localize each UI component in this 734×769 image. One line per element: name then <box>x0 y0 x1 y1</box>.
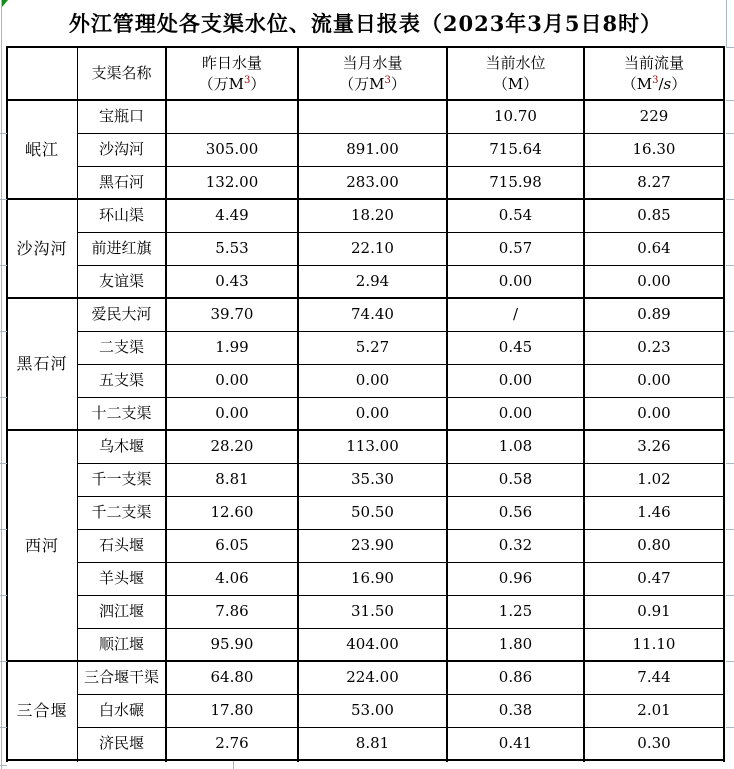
row-border <box>77 694 724 695</box>
value-cell[interactable]: 8.81 <box>215 470 249 488</box>
table-border-vertical <box>6 47 8 762</box>
table-border-horizontal <box>6 99 725 101</box>
channel-name-cell[interactable]: 前进红旗 <box>91 239 152 257</box>
value-cell[interactable] <box>166 100 298 133</box>
value-cell[interactable]: 1.99 <box>215 338 249 356</box>
group-cell[interactable]: 三合堰 <box>16 701 68 720</box>
value-cell[interactable]: 0.86 <box>498 668 533 686</box>
row-border <box>77 331 724 332</box>
value-cell[interactable]: 0.43 <box>215 272 249 290</box>
channel-name-cell[interactable]: 爱民大河 <box>91 305 152 323</box>
value-cell[interactable]: 1.80 <box>498 635 533 653</box>
value-cell[interactable]: 16.30 <box>632 140 676 158</box>
header-label: 支渠名称 <box>91 64 152 82</box>
value-cell[interactable]: 28.20 <box>210 437 254 455</box>
excel-gridline <box>0 661 7 662</box>
value-cell[interactable]: 0.85 <box>637 206 671 224</box>
channel-name-cell[interactable]: 十二支渠 <box>91 404 152 422</box>
value-cell[interactable]: 3.26 <box>637 437 671 455</box>
row-border <box>77 529 724 530</box>
value-cell[interactable]: 1.02 <box>637 470 671 488</box>
header-label: 昨日水量 <box>201 53 262 72</box>
value-cell[interactable]: 35.30 <box>351 470 394 488</box>
row-border <box>77 595 724 596</box>
channel-name-cell[interactable]: 千二支渠 <box>91 503 152 521</box>
channel-name-cell[interactable]: 泗江堰 <box>98 602 144 620</box>
excel-gridline <box>0 529 7 530</box>
value-cell[interactable]: 18.20 <box>351 206 394 224</box>
excel-gridline <box>726 47 734 48</box>
value-cell[interactable]: 0.47 <box>637 569 671 587</box>
value-cell[interactable]: 283.00 <box>346 173 399 191</box>
channel-name-cell[interactable]: 环山渠 <box>98 206 144 224</box>
value-cell[interactable]: 4.06 <box>215 569 249 587</box>
value-cell[interactable]: 0.00 <box>215 371 249 389</box>
header-current-flow[interactable] <box>584 47 724 100</box>
value-cell[interactable]: 715.98 <box>489 173 542 191</box>
row-border <box>77 463 724 464</box>
value-cell[interactable]: 305.00 <box>205 140 259 158</box>
value-cell[interactable]: 113.00 <box>346 437 399 455</box>
value-cell[interactable]: 0.00 <box>355 371 390 389</box>
header-label: 当前流量 <box>623 53 684 72</box>
excel-gridline <box>0 331 7 332</box>
value-cell[interactable]: 0.00 <box>215 404 249 422</box>
row-border <box>77 166 724 167</box>
excel-gridline-left <box>1 0 2 769</box>
value-cell[interactable]: 95.90 <box>210 635 254 653</box>
value-cell[interactable]: 229 <box>639 107 669 125</box>
table-border-vertical <box>446 47 448 762</box>
header-label: 当月水量 <box>342 53 403 72</box>
value-cell[interactable]: 132.00 <box>205 173 259 191</box>
channel-name-cell[interactable]: 友谊渠 <box>98 272 144 290</box>
value-cell[interactable]: 715.64 <box>489 140 542 158</box>
excel-gridline <box>726 133 734 134</box>
table-border-vertical <box>723 47 725 762</box>
value-cell[interactable]: / <box>512 305 519 323</box>
excel-gridline <box>0 199 7 200</box>
header-channel-name[interactable] <box>77 47 166 100</box>
table-border-horizontal <box>6 198 725 200</box>
value-cell[interactable]: 0.58 <box>498 470 533 488</box>
row-border <box>77 727 724 728</box>
header-label: 当前水位 <box>485 53 546 72</box>
row-border <box>77 364 724 365</box>
value-cell[interactable]: 0.45 <box>498 338 533 356</box>
value-cell[interactable]: 0.00 <box>498 404 533 422</box>
header-unit: （M） <box>492 74 539 93</box>
value-cell[interactable] <box>298 100 447 133</box>
value-cell[interactable]: 64.80 <box>210 668 254 686</box>
excel-gridline <box>726 331 734 332</box>
channel-name-cell[interactable]: 石头堰 <box>98 536 144 554</box>
value-cell[interactable]: 7.86 <box>215 602 249 620</box>
value-cell[interactable]: 0.23 <box>637 338 671 356</box>
value-cell[interactable]: 23.90 <box>351 536 394 554</box>
channel-name-cell[interactable]: 五支渠 <box>98 371 144 389</box>
value-cell[interactable]: 0.00 <box>637 371 671 389</box>
value-cell[interactable]: 0.64 <box>637 239 671 257</box>
excel-gridline <box>0 463 7 464</box>
row-border <box>77 562 724 563</box>
excel-gridline <box>726 661 734 662</box>
value-cell[interactable]: 39.70 <box>210 305 254 323</box>
value-cell[interactable]: 11.10 <box>632 635 676 653</box>
value-cell[interactable]: 17.80 <box>210 701 254 719</box>
table-border-horizontal <box>6 429 725 431</box>
channel-name-cell[interactable]: 顺江堰 <box>98 635 144 653</box>
value-cell[interactable]: 0.56 <box>498 503 533 521</box>
row-border <box>77 628 724 629</box>
value-cell[interactable]: 50.50 <box>351 503 394 521</box>
value-cell[interactable]: 8.81 <box>355 734 390 752</box>
excel-gridline <box>0 133 7 134</box>
value-cell[interactable]: 2.94 <box>355 272 390 290</box>
header-unit: （万$M^3$） <box>198 74 266 93</box>
row-border <box>77 496 724 497</box>
excel-gridline <box>726 397 734 398</box>
excel-gridline <box>726 265 734 266</box>
table-title[interactable]: 外江管理处各支渠水位、流量日报表（2023年3月5日8时） <box>68 11 663 36</box>
value-cell[interactable]: 0.89 <box>637 305 671 323</box>
channel-name-cell[interactable]: 千一支渠 <box>91 470 152 488</box>
value-cell[interactable]: 5.53 <box>215 239 249 257</box>
excel-gridline <box>726 463 734 464</box>
row-border <box>77 265 724 266</box>
value-cell[interactable]: 404.00 <box>346 635 399 653</box>
value-cell[interactable]: 0.57 <box>498 239 533 257</box>
group-cell[interactable]: 西河 <box>24 536 59 555</box>
excel-gridline <box>0 727 7 728</box>
value-cell[interactable]: 10.70 <box>494 107 537 125</box>
value-cell[interactable]: 1.25 <box>498 602 533 620</box>
channel-name-cell[interactable]: 羊头堰 <box>98 569 144 587</box>
header-month-volume[interactable] <box>298 47 447 100</box>
value-cell[interactable]: 0.41 <box>498 734 533 752</box>
header-unit: $(M^3/s)$ <box>621 74 687 93</box>
value-cell[interactable]: 1.46 <box>637 503 671 521</box>
header-unit: （万$M^3$） <box>339 74 406 93</box>
row-border <box>77 133 724 134</box>
value-cell[interactable]: 22.10 <box>351 239 394 257</box>
value-cell[interactable]: 2.76 <box>215 734 249 752</box>
group-cell[interactable]: 岷江 <box>24 140 59 159</box>
value-cell[interactable]: 31.50 <box>351 602 394 620</box>
value-cell[interactable]: 16.90 <box>351 569 394 587</box>
value-cell[interactable]: 0.00 <box>498 371 533 389</box>
row-border <box>77 232 724 233</box>
excel-gridline <box>0 397 7 398</box>
header-current-level[interactable] <box>447 47 584 100</box>
value-cell[interactable]: 891.00 <box>346 140 399 158</box>
table-border-vertical <box>77 47 78 762</box>
value-cell[interactable]: 12.60 <box>210 503 254 521</box>
channel-name-cell[interactable]: 宝瓶口 <box>98 107 144 125</box>
excel-gridline <box>726 100 734 101</box>
header-yesterday-volume[interactable] <box>166 47 298 100</box>
channel-name-cell[interactable]: 三合堰干渠 <box>83 668 159 686</box>
value-cell[interactable]: 74.40 <box>351 305 394 323</box>
channel-name-cell[interactable]: 乌木堰 <box>98 437 144 455</box>
table-border-horizontal <box>6 46 725 48</box>
excel-gridline <box>0 595 7 596</box>
value-cell[interactable]: 0.32 <box>498 536 533 554</box>
table-border-vertical <box>297 47 299 762</box>
value-cell[interactable]: 0.00 <box>637 404 671 422</box>
excel-gridline <box>0 765 7 766</box>
value-cell[interactable]: 0.91 <box>637 602 671 620</box>
channel-name-cell[interactable]: 白水碾 <box>98 701 144 719</box>
value-cell[interactable]: 0.00 <box>355 404 390 422</box>
value-cell[interactable]: 8.27 <box>637 173 671 191</box>
excel-gridline <box>726 199 734 200</box>
value-cell[interactable]: 0.80 <box>637 536 671 554</box>
excel-gridline <box>726 595 734 596</box>
channel-name-cell[interactable]: 济民堰 <box>98 734 144 752</box>
value-cell[interactable]: 7.44 <box>637 668 671 686</box>
channel-name-cell[interactable]: 黑石河 <box>98 173 144 191</box>
value-cell[interactable]: 6.05 <box>215 536 249 554</box>
value-cell[interactable]: 224.00 <box>346 668 399 686</box>
excel-gridline <box>0 265 7 266</box>
value-cell[interactable]: 0.38 <box>498 701 533 719</box>
excel-gridline-bottom <box>233 760 234 769</box>
value-cell[interactable]: 53.00 <box>351 701 394 719</box>
value-cell[interactable]: 0.54 <box>498 206 533 224</box>
table-border-vertical <box>165 47 167 762</box>
value-cell[interactable]: 0.30 <box>637 734 671 752</box>
value-cell[interactable]: 5.27 <box>355 338 390 356</box>
table-border-horizontal <box>6 660 725 662</box>
excel-gridline <box>726 529 734 530</box>
group-cell[interactable]: 沙沟河 <box>16 239 68 258</box>
table-border-vertical <box>583 47 585 762</box>
excel-gridline-right-top <box>726 0 727 47</box>
channel-name-cell[interactable]: 二支渠 <box>98 338 144 356</box>
value-cell[interactable]: 0.00 <box>637 272 671 290</box>
group-cell[interactable]: 黑石河 <box>16 354 68 373</box>
header-group-blank[interactable] <box>7 47 77 100</box>
excel-gridline <box>726 727 734 728</box>
row-border <box>77 397 724 398</box>
value-cell[interactable]: 0.96 <box>498 569 533 587</box>
channel-name-cell[interactable]: 沙沟河 <box>98 140 144 158</box>
value-cell[interactable]: 2.01 <box>637 701 671 719</box>
value-cell[interactable]: 0.00 <box>498 272 533 290</box>
table-border-horizontal <box>6 297 725 299</box>
value-cell[interactable]: 1.08 <box>498 437 533 455</box>
table-border-horizontal <box>6 759 725 761</box>
value-cell[interactable]: 4.49 <box>215 206 249 224</box>
